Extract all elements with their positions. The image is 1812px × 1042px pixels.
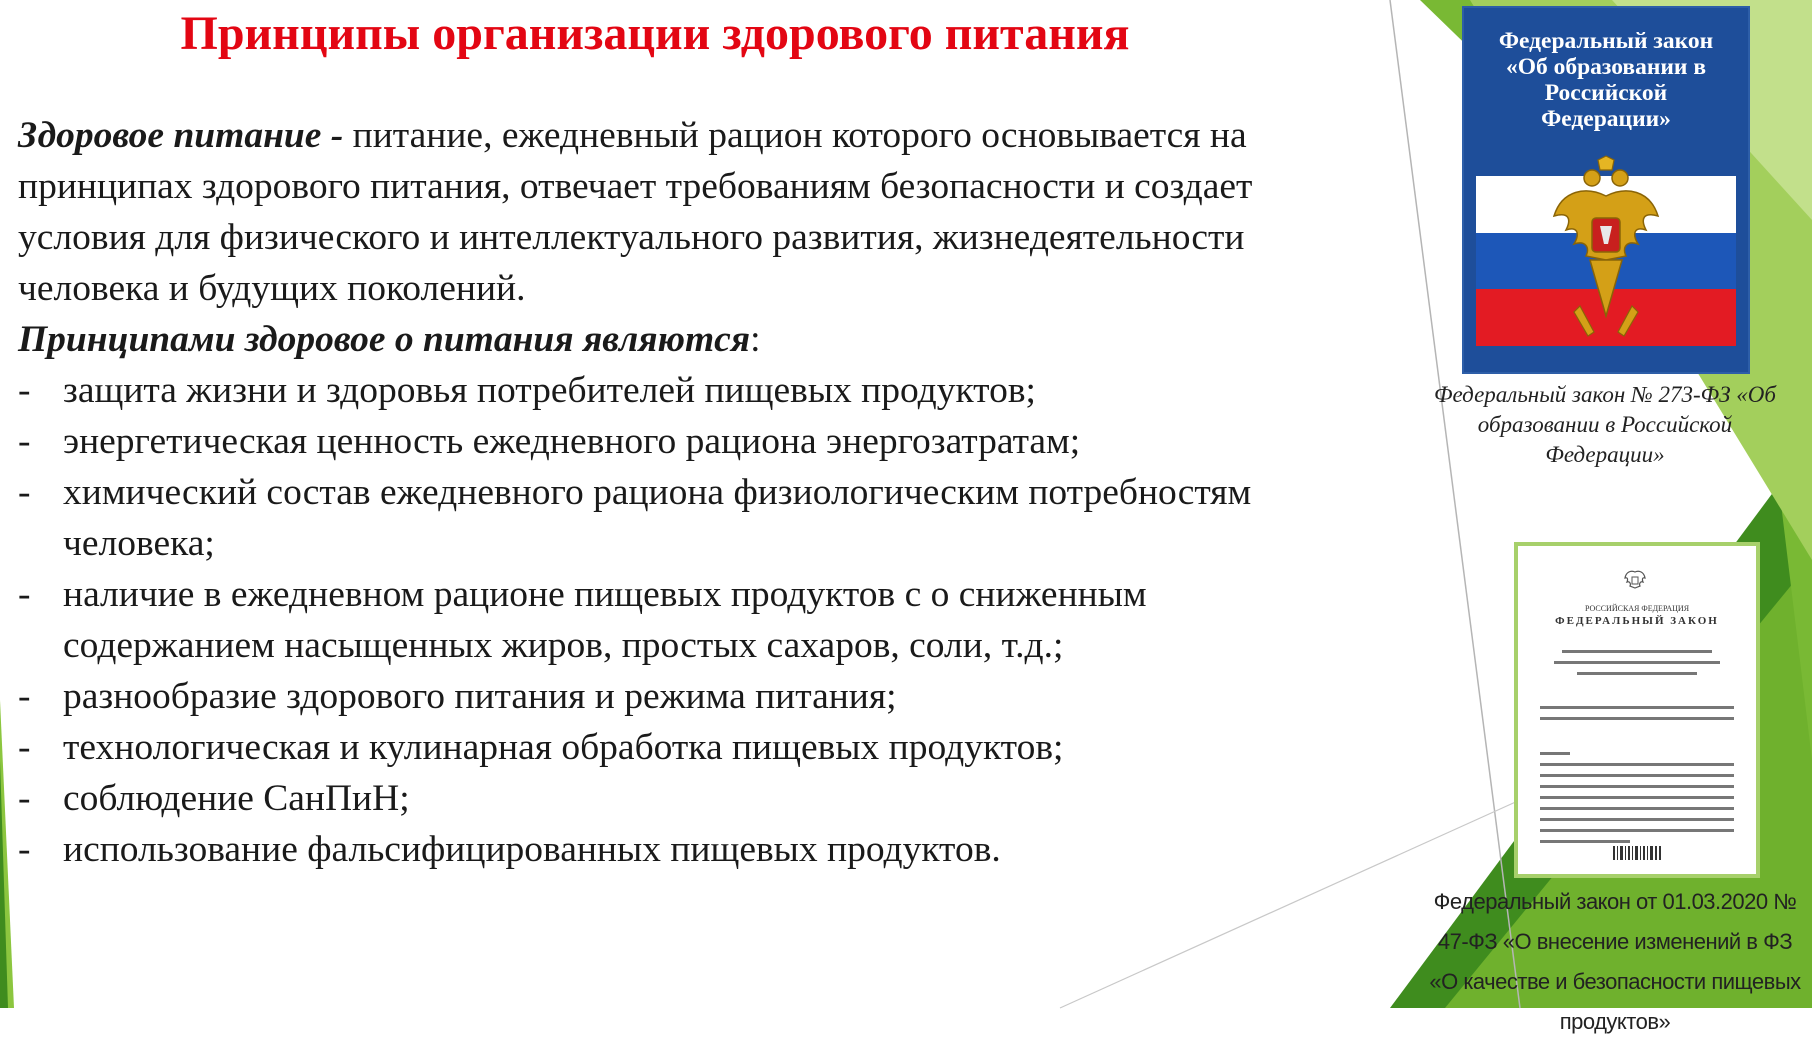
doc-country: РОССИЙСКАЯ ФЕДЕРАЦИЯ [1584, 604, 1690, 613]
doc-meta-lines [1540, 706, 1734, 728]
list-item-text: энергетическая ценность ежедневного рациона энергозатратам; [63, 421, 1081, 462]
definition-term: Здоровое питание - [18, 115, 344, 156]
book-title [1462, 28, 1750, 132]
list-item [18, 722, 1268, 773]
page-title: Принципы организации здорового питания [180, 7, 1130, 60]
law-book-cover [1462, 6, 1750, 374]
principles-heading [18, 314, 1268, 365]
bullet-dash: - [18, 727, 31, 768]
bullet-dash: - [18, 370, 31, 411]
definition-text: питание, ежедневный рацион которого основывается на принципах здорового питания, отвечает требованиям безопасности и создает условия для физического и интеллектуального развития, жизнедеятельности человека и будущих поколений. [18, 115, 1253, 309]
doc-heading-lines [1540, 650, 1734, 683]
bullet-dash: - [18, 421, 31, 462]
double-headed-eagle-icon [1550, 156, 1662, 344]
doc-body-lines [1540, 752, 1734, 851]
content-body [18, 110, 1268, 875]
list-item-text: защита жизни и здоровья потребителей пищевых продуктов; [63, 370, 1036, 411]
principles-heading-colon: : [750, 319, 761, 360]
list-item [18, 569, 1268, 671]
book-title-line: Федеральный закон [1498, 28, 1714, 54]
book-title-line: Российской [1544, 80, 1668, 106]
law-document-page [1514, 542, 1760, 878]
list-item [18, 824, 1268, 875]
list-item-text: наличие в ежедневном рационе пищевых продуктов с о сниженным содержанием насыщенных жиров, простых сахаров, соли, т.д.; [63, 574, 1147, 666]
list-item-text: химический состав ежедневного рациона физиологическим потребностям человека; [63, 472, 1252, 564]
law-book-caption: Федеральный закон № 273-ФЗ «Об образовании в Российской Федерации» [1434, 382, 1776, 467]
bullet-dash: - [18, 676, 31, 717]
list-item-text: использование фальсифицированных пищевых продуктов. [63, 829, 1001, 870]
list-item [18, 416, 1268, 467]
list-item [18, 467, 1268, 569]
doc-type: ФЕДЕРАЛЬНЫЙ ЗАКОН [1555, 615, 1719, 627]
list-item-text: соблюдение СанПиН; [63, 778, 410, 819]
list-item-text: разнообразие здорового питания и режима питания; [63, 676, 897, 717]
bullet-dash: - [18, 778, 31, 819]
bullet-dash: - [18, 829, 31, 870]
list-item [18, 773, 1268, 824]
coat-of-arms-icon [1622, 568, 1648, 594]
bullet-dash: - [18, 574, 31, 615]
principles-list [18, 365, 1268, 875]
barcode-icon [1613, 846, 1661, 860]
law-document-caption: Федеральный закон от 01.03.2020 № 47-ФЗ «О внесение изменений в ФЗ «О качестве и безопасности пищевых продуктов» [1429, 889, 1801, 1034]
list-item-text: технологическая и кулинарная обработка пищевых продуктов; [63, 727, 1064, 768]
list-item [18, 671, 1268, 722]
book-title-line: «Об образовании в [1505, 54, 1707, 80]
book-title-line: Федерации» [1541, 106, 1671, 132]
list-item [18, 365, 1268, 416]
principles-heading-text: Принципами здоровое о питания являются [18, 319, 751, 360]
definition-paragraph [18, 110, 1268, 314]
bullet-dash: - [18, 472, 31, 513]
